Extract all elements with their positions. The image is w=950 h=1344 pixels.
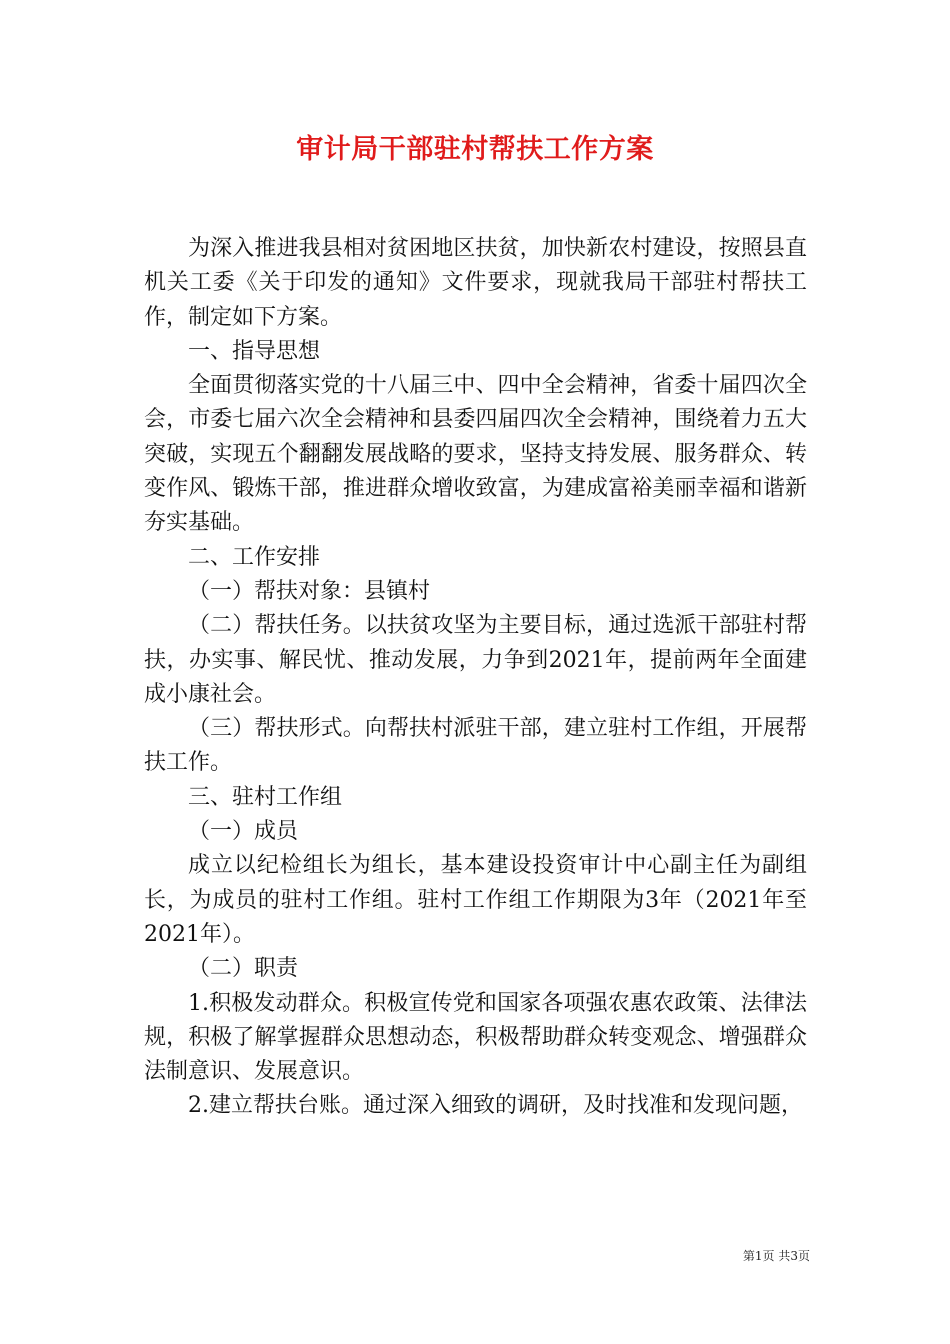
paragraph-intro: 为深入推进我县相对贫困地区扶贫，加快新农村建设，按照县直机关工委《关于印发的通知》文件要求，现就我局干部驻村帮扶工作，制定如下方案。 [144,236,807,330]
paragraph-assistance-target: （一）帮扶对象：县镇村 [188,578,431,604]
heading-guiding-ideology: 一、指导思想 [188,338,321,364]
paragraph-assistance-task: （二）帮扶任务。以扶贫攻坚为主要目标，通过选派干部驻村帮扶，办实事、解民忧、推动发展，力争到2021年，提前两年全面建成小康社会。 [144,613,807,707]
heading-work-arrangement: 二、工作安排 [188,544,321,570]
document-title: 审计局干部驻村帮扶工作方案 [296,134,654,165]
heading-work-group: 三、驻村工作组 [188,784,343,810]
document-body [144,232,807,1124]
page-number: 第1页 共3页 [742,1249,810,1263]
paragraph-assistance-form: （三）帮扶形式。向帮扶村派驻干部，建立驻村工作组，开展帮扶工作。 [144,716,807,776]
paragraph-guiding-ideology: 全面贯彻落实党的十八届三中、四中全会精神，省委十届四次全会，市委七届六次全会精神和县委四届四次全会精神，围绕着力五大突破，实现五个翻翻发展战略的要求，坚持支持发展、服务群众、转变作风、锻炼干部，推进群众增收致富，为建成富裕美丽幸福和谐新夯实基础。 [144,373,807,536]
paragraph-members: 成立以纪检组长为组长，基本建设投资审计中心副主任为副组长，为成员的驻村工作组。驻村工作组工作期限为3年（2021年至2021年）。 [144,853,807,947]
heading-members: （一）成员 [188,819,299,845]
paragraph-duty-2: 2.建立帮扶台账。通过深入细致的调研，及时找准和发现问题， [188,1093,803,1119]
heading-duties: （二）职责 [188,956,299,982]
paragraph-duty-1: 1.积极发动群众。积极宣传党和国家各项强农惠农政策、法律法规，积极了解掌握群众思想动态，积极帮助群众转变观念、增强群众法制意识、发展意识。 [144,990,807,1085]
